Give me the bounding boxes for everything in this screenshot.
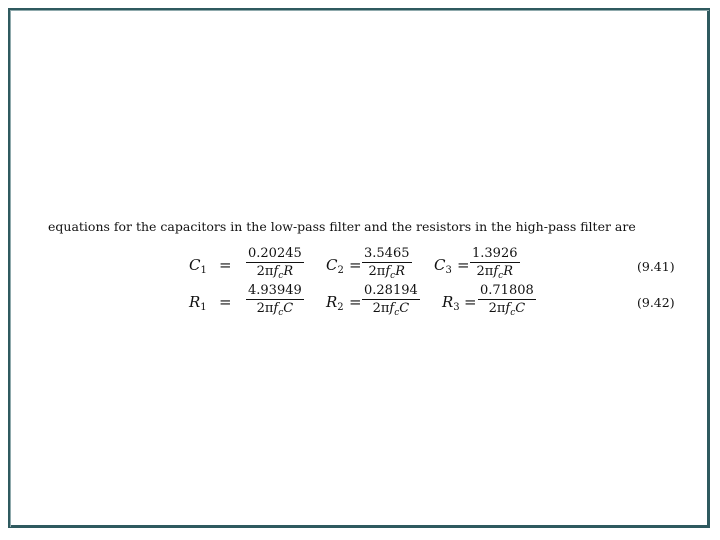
denominator: $2\pi f_cR$: [476, 264, 513, 281]
equation-number: (9.41): [637, 259, 675, 274]
numerator: 0.71808: [480, 283, 534, 298]
symbol-r1: $R_1$: [189, 293, 207, 313]
denominator: $2\pi f_cC$: [256, 301, 294, 318]
symbol-c3: $C_3$: [434, 256, 452, 276]
symbol-c2: $C_2$: [326, 256, 344, 276]
numerator: 0.28194: [364, 283, 418, 298]
equals-sign: =: [219, 256, 232, 274]
symbol-r3: $R_3$: [442, 293, 460, 313]
equals-sign: =: [457, 256, 470, 274]
numerator: 0.20245: [248, 246, 302, 261]
equals-sign: =: [349, 256, 362, 274]
fraction-c3: [470, 246, 520, 281]
denominator: $2\pi f_cR$: [256, 264, 294, 281]
numerator: 1.3926: [472, 246, 518, 261]
fraction-r1: [246, 283, 304, 318]
denominator: $2\pi f_cC$: [372, 301, 410, 318]
symbol-r2: $R_2$: [326, 293, 344, 313]
equation-number: (9.42): [637, 295, 675, 310]
intro-text: equations for the capacitors in the low-pass filter and the resistors in the high-pass filter are: [48, 219, 636, 234]
denominator: $2\pi f_cC$: [488, 301, 526, 318]
denominator: $2\pi f_cR$: [368, 264, 405, 281]
equals-sign: =: [219, 293, 232, 311]
equals-sign: =: [349, 293, 362, 311]
fraction-c2: [362, 246, 412, 281]
symbol-c1: $C_1$: [189, 256, 207, 276]
numerator: 4.93949: [248, 283, 302, 298]
numerator: 3.5465: [364, 246, 410, 261]
fraction-r2: [362, 283, 420, 318]
fraction-r3: [478, 283, 536, 318]
fraction-c1: [246, 246, 304, 281]
equals-sign: =: [464, 293, 477, 311]
